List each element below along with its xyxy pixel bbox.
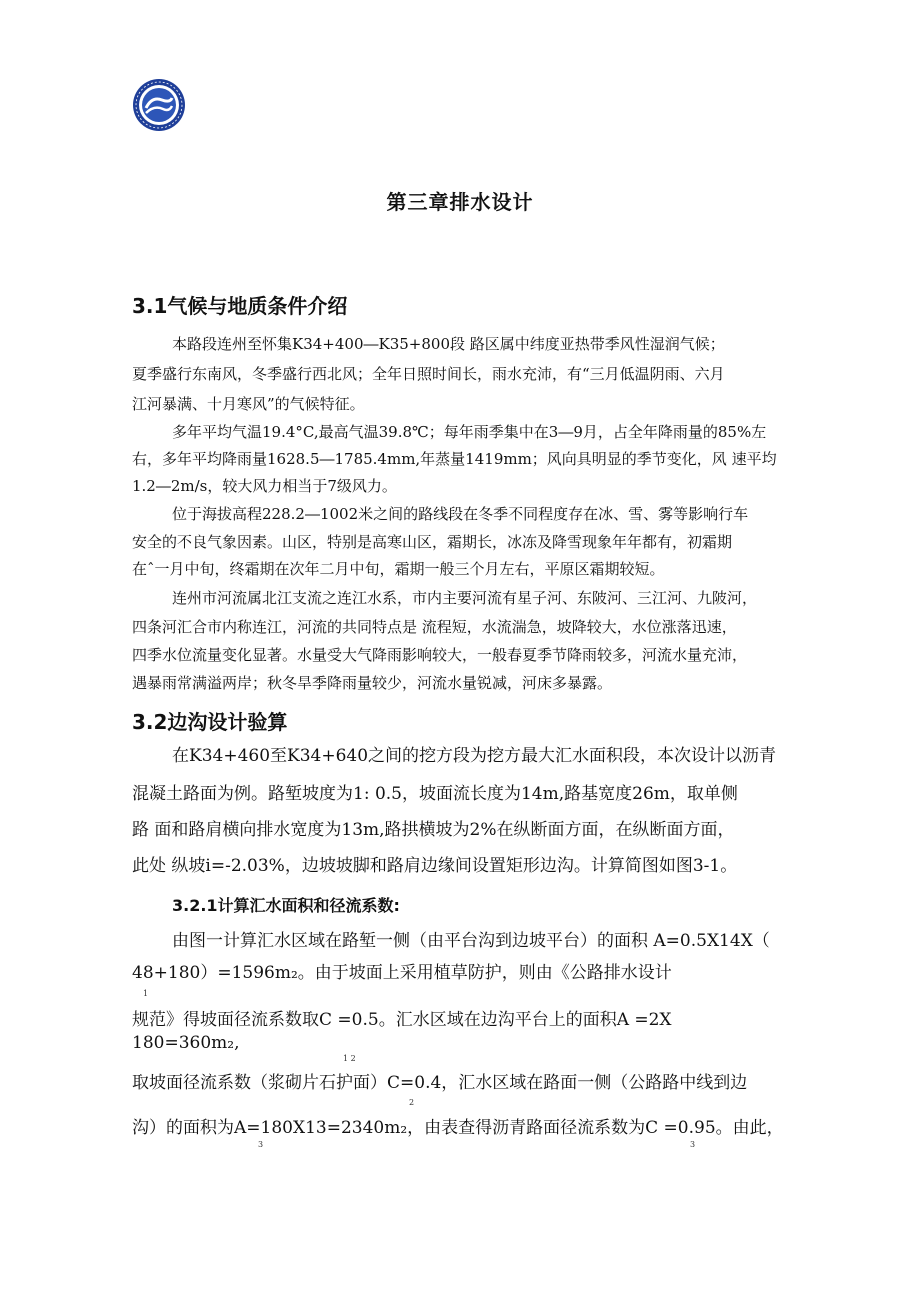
paragraph-line: 连州市河流属北江支流之连江水系，市内主要河流有星子河、东陂河、三江河、九陂河， [172, 589, 758, 607]
paragraph-line: 多年平均气温19.4°C,最高气温39.8℃；每年雨季集中在3―9月，占全年降雨量的85%左 [172, 423, 767, 441]
paragraph-line: 安全的不良气象因素。山区，特别是高寒山区，霜期长，冰冻及降雪现象年年都有，初霜期 [132, 533, 733, 551]
subscript-marker: 3 [690, 1140, 696, 1149]
paragraph-line: 由图一计算汇水区域在路堑一侧（由平台沟到边坡平台）的面积 A=0.5X14X（ [172, 931, 770, 951]
chapter-title: 第三章排水设计 [386, 190, 534, 214]
subscript-marker: 1 [143, 989, 149, 998]
paragraph-line: 此处 纵坡i=-2.03%，边坡坡脚和路肩边缘间设置矩形边沟。计算简图如图3-1。 [132, 856, 738, 876]
university-seal-icon [132, 78, 186, 132]
paragraph-line: 夏季盛行东南风，冬季盛行西北风；全年日照时间长，雨水充沛，有“三月低温阴雨、六月 [132, 365, 725, 383]
subscript-marker: 3 [258, 1140, 264, 1149]
subsection-heading-3-2-1: 3.2.1计算汇水面积和径流系数: [172, 896, 400, 915]
paragraph-line: 路 面和路肩横向排水宽度为13m,路拱横坡为2%在纵断面方面，在纵断面方面， [132, 820, 735, 840]
paragraph-line: 在K34+460至K34+640之间的挖方段为挖方最大汇水面积段，本次设计以沥青 [172, 746, 777, 766]
paragraph-line: 取坡面径流系数（浆砌片石护面）C=0.4，汇水区域在路面一侧（公路路中线到边 [132, 1073, 748, 1093]
paragraph-line: 混凝土路面为例。路堑坡度为1: 0.5，坡面流长度为14m,路基宽度26m，取单侧 [132, 784, 738, 804]
paragraph-line: 四季水位流量变化显著。水量受大气降雨影响较大，一般春夏季节降雨较多，河流水量充沛， [132, 646, 748, 664]
paragraph-line: 在ˆ一月中旬，终霜期在次年二月中旬，霜期一般三个月左右，平原区霜期较短。 [132, 560, 665, 578]
paragraph-line: 位于海拔高程228.2―1002米之间的路线段在冬季不同程度存在冰、雪、雾等影响行车 [172, 505, 749, 523]
paragraph-line: 1.2―2m/s，较大风力相当于7级风力。 [132, 477, 397, 495]
paragraph-line: 沟）的面积为A=180X13=2340m₂，由表查得沥青路面径流系数为C =0.95。由此， [132, 1118, 784, 1138]
subscript-marker: 1 2 [343, 1054, 356, 1063]
paragraph-line: 江河暴满、十月寒风”的气候特征。 [132, 395, 365, 413]
paragraph-line: 四条河汇合市内称连江，河流的共同特点是 流程短，水流湍急，坡降较大，水位涨落迅速， [132, 618, 737, 636]
section-heading-3-1: 3.1气候与地质条件介绍 [132, 294, 348, 318]
paragraph-line: 规范》得坡面径流系数取C =0.5。汇水区域在边沟平台上的面积A =2X [132, 1010, 672, 1030]
subscript-marker: 2 [409, 1098, 415, 1107]
paragraph-line: 180=360m₂, [132, 1033, 240, 1053]
paragraph-line: 遇暴雨常满溢两岸；秋冬旱季降雨量较少，河流水量锐减，河床多暴露。 [132, 674, 613, 692]
paragraph-line: 本路段连州至怀集K34+400―K35+800段 路区属中纬度亚热带季风性湿润气候； [172, 335, 725, 353]
section-heading-3-2: 3.2边沟设计验算 [132, 710, 288, 734]
paragraph-line: 右，多年平均降雨量1628.5―1785.4mm,年蒸量1419mm；风向具明显的季节变化，风 速平均 [132, 450, 777, 468]
paragraph-line: 48+180）=1596m₂。由于坡面上采用植草防护，则由《公路排水设计 [132, 963, 672, 983]
